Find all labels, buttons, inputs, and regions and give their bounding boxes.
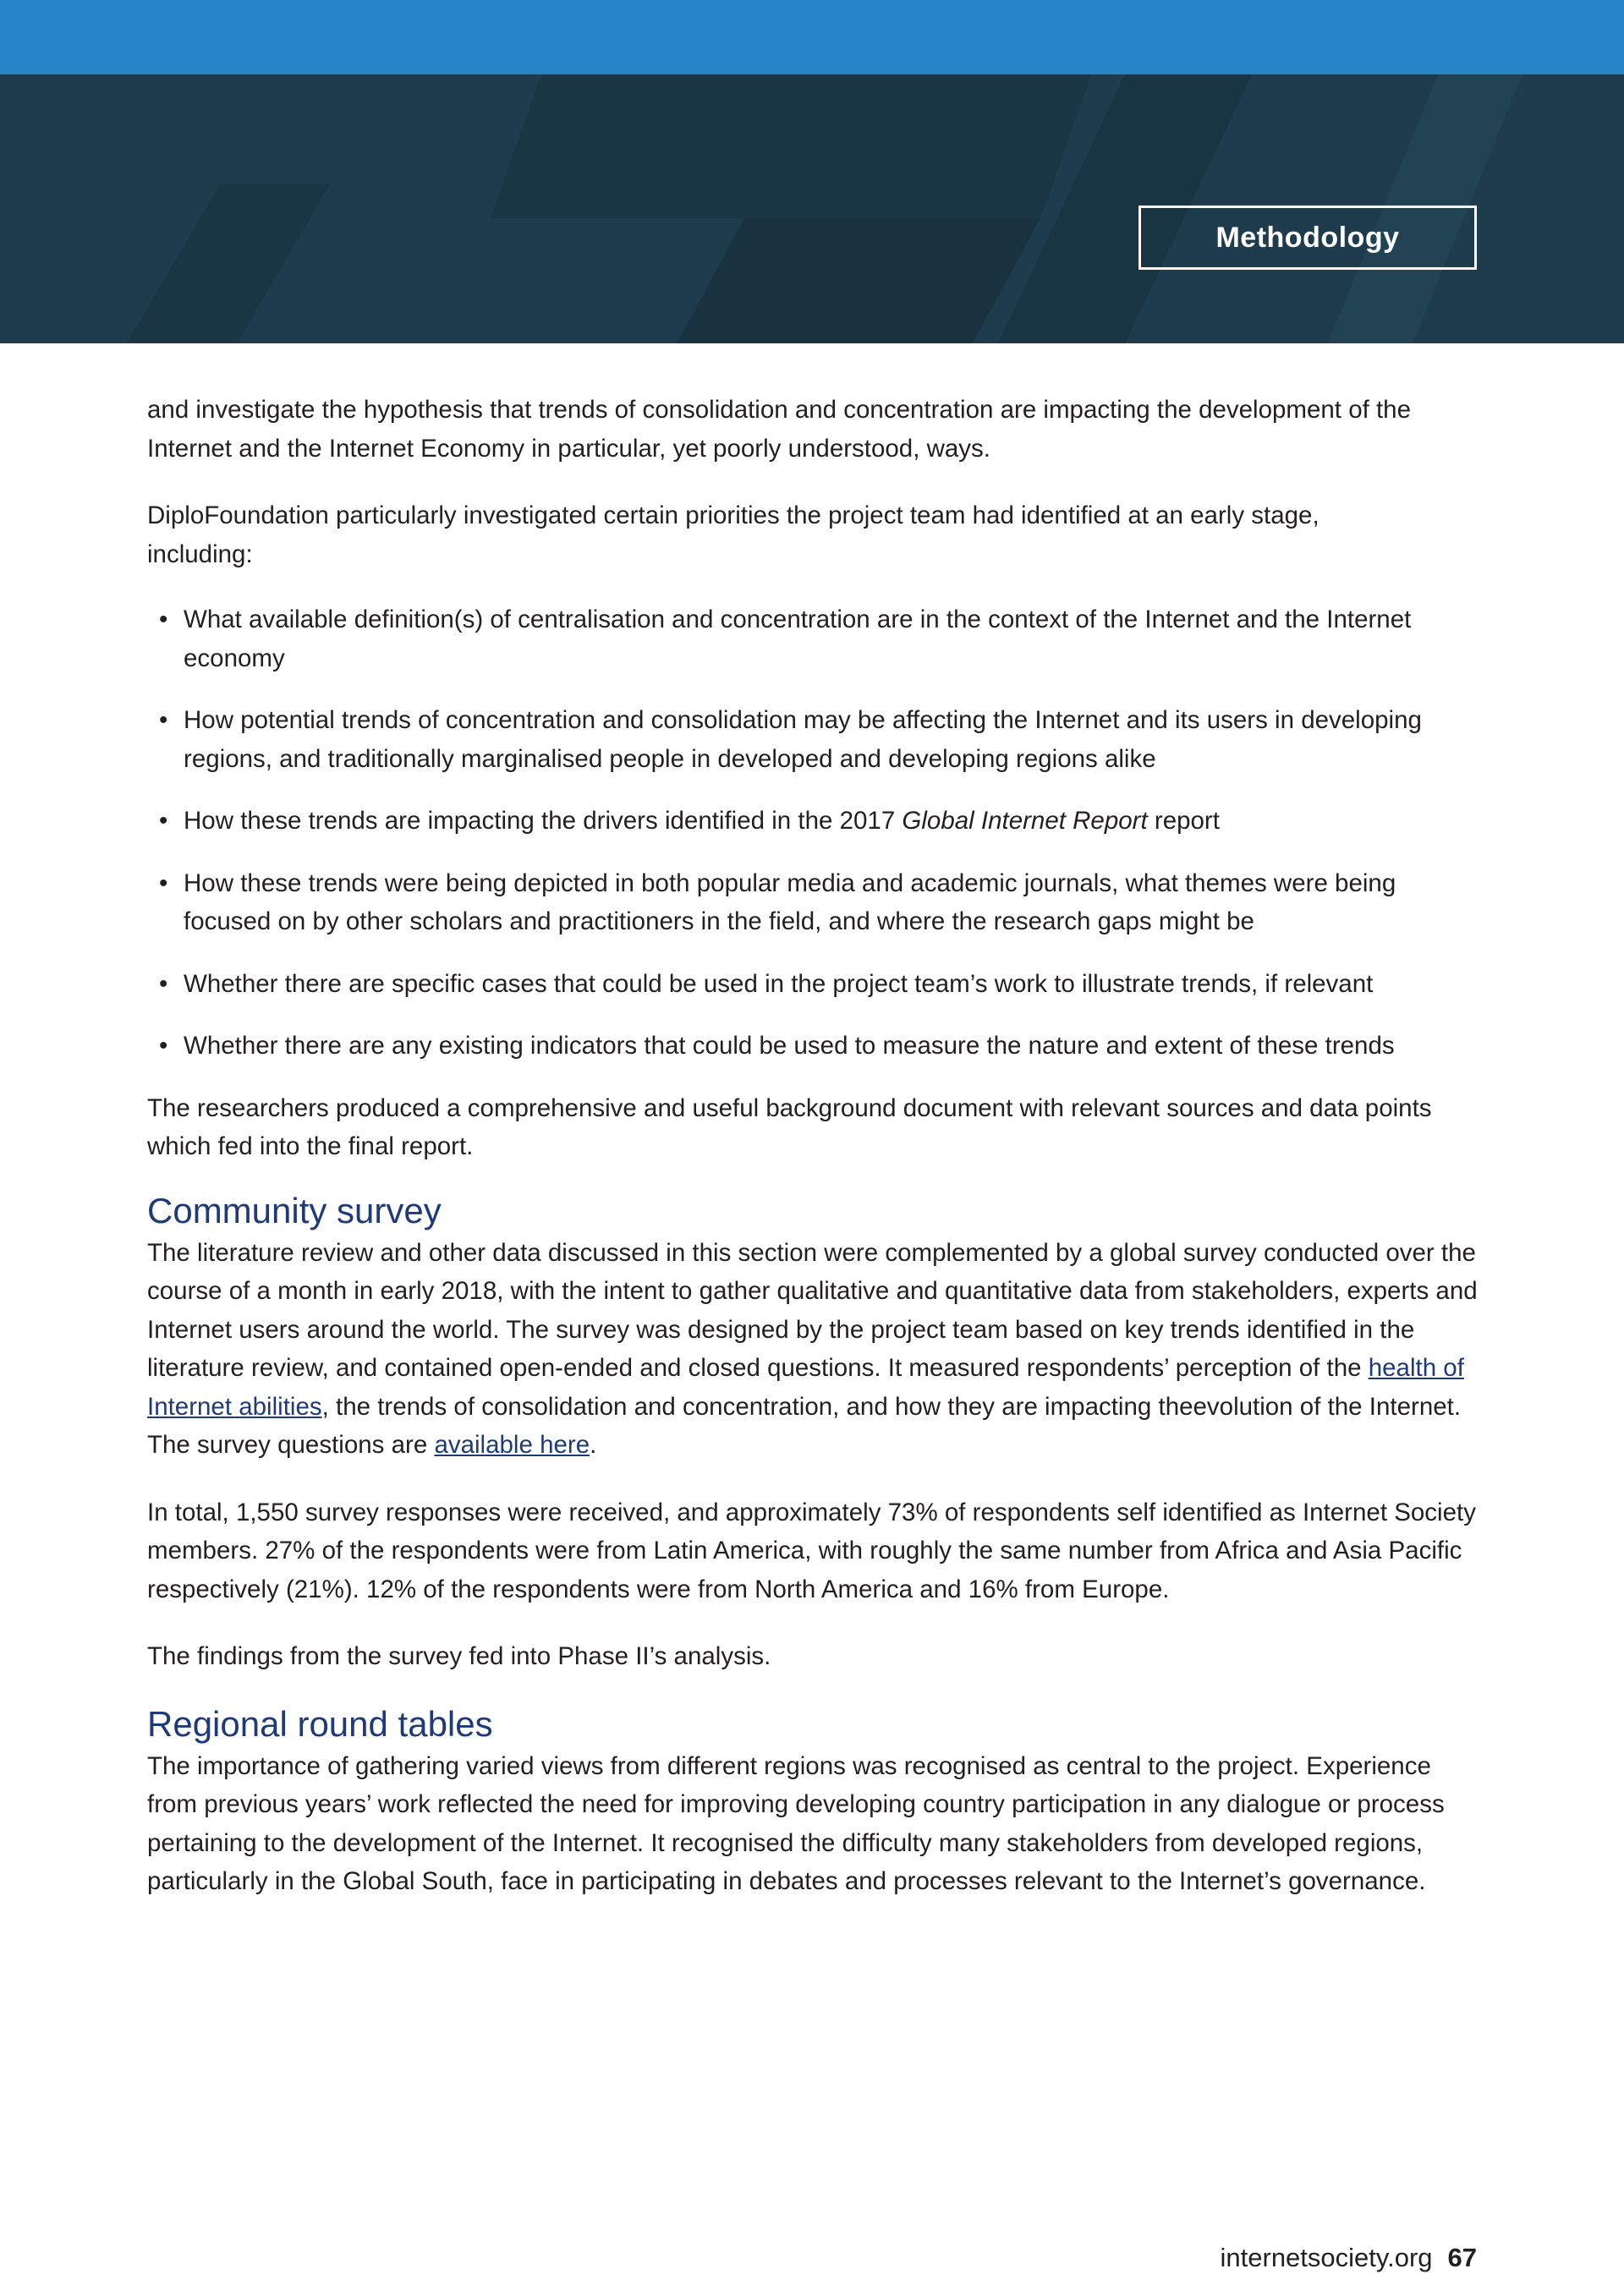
bullet-icon: • bbox=[159, 869, 168, 897]
header-banner bbox=[0, 74, 1624, 343]
intro-paragraph: and investigate the hypothesis that trends of consolidation and concentration are impacting the development of the Internet and the Internet Economy in particular, yet poorly understood, ways. bbox=[147, 396, 1411, 463]
survey-responses-paragraph: In total, 1,550 survey responses were received, and approximately 73% of respondents self identified as Internet Society members. 27% of the respondents were from Latin America, with roughly the same number from Africa and Asia Pacific respectively (21%). 12% of the respondents were from North America and 16% from Europe. bbox=[147, 1498, 1476, 1603]
bullet-icon: • bbox=[159, 969, 168, 998]
community-survey-heading: Community survey bbox=[147, 1190, 442, 1230]
background-paragraph: The researchers produced a comprehensive and useful background document with relevant sources and data points which fed into the final report. bbox=[147, 1093, 1432, 1160]
banner-stripe bbox=[127, 184, 330, 343]
list-item: • How these trends were being depicted in both popular media and academic journals, what themes were being focused on by other scholars and practitioners in the field, and where the research gaps might be bbox=[147, 864, 1484, 941]
top-color-bar bbox=[0, 0, 1624, 74]
survey-findings-paragraph: The findings from the survey fed into Phase II’s analysis. bbox=[147, 1642, 771, 1670]
list-item: • Whether there are specific cases that could be used in the project team’s work to illustrate trends, if relevant bbox=[147, 965, 1484, 1004]
footer-site-link[interactable]: internetsociety.org bbox=[1220, 2243, 1433, 2272]
section-tag-methodology: Methodology bbox=[1138, 205, 1477, 270]
banner-stripe bbox=[491, 74, 1091, 218]
list-item: • Whether there are any existing indicators that could be used to measure the nature and extent of these trends bbox=[147, 1027, 1484, 1066]
main-content bbox=[147, 391, 1484, 1901]
priorities-list bbox=[147, 600, 1484, 1066]
page-number: 67 bbox=[1447, 2243, 1477, 2272]
bullet-icon: • bbox=[159, 706, 168, 734]
regional-round-tables-heading: Regional round tables bbox=[147, 1703, 493, 1744]
round-tables-paragraph: The importance of gathering varied views from different regions was recognised as central to the project. Experience from previous years’ work reflected the need for improving developing country participation in any dialogue or process pertaining to the development of the Internet. It recognised the difficulty many stakeholders from developed regions, particularly in the Global South, face in participating in debates and processes relevant to the Internet’s governance. bbox=[147, 1751, 1445, 1895]
bullet-icon: • bbox=[159, 606, 168, 633]
bullet-icon: • bbox=[159, 1032, 168, 1060]
survey-paragraph: The literature review and other data discussed in this section were complemented by a global survey conducted over the course of a month in early 2018, with the intent to gather qualitative and quantitative data from stakeholders, experts and Internet users around the world. The survey was designed by the project team based on key trends identified in the literature review, and contained open-ended and closed questions. It measured respondents’ perception of the health of Internet abilities, the trends of consolidation and concentration, and how they are impacting theevolution of the Internet. The survey questions are available here. bbox=[147, 1238, 1478, 1459]
available-here-link[interactable]: available here bbox=[434, 1431, 590, 1459]
report-title: Global Internet Report bbox=[902, 807, 1148, 835]
list-item: • How these trends are impacting the drivers identified in the 2017 Global Internet Report report bbox=[147, 802, 1484, 841]
priorities-intro-paragraph: DiploFoundation particularly investigated certain priorities the project team had identified at an early stage, including: bbox=[147, 501, 1320, 568]
health-of-internet-abilities-link[interactable]: health of Internet abilities bbox=[147, 1354, 1464, 1421]
bullet-icon: • bbox=[159, 807, 168, 835]
list-item: • What available definition(s) of centralisation and concentration are in the context of the Internet and the Internet economy bbox=[147, 600, 1484, 677]
list-item: • How potential trends of concentration and consolidation may be affecting the Internet and its users in developing regions, and traditionally marginalised people in developed and developing regions alike bbox=[147, 701, 1484, 778]
banner-stripe bbox=[677, 218, 1040, 343]
page-footer bbox=[1221, 2241, 1477, 2275]
